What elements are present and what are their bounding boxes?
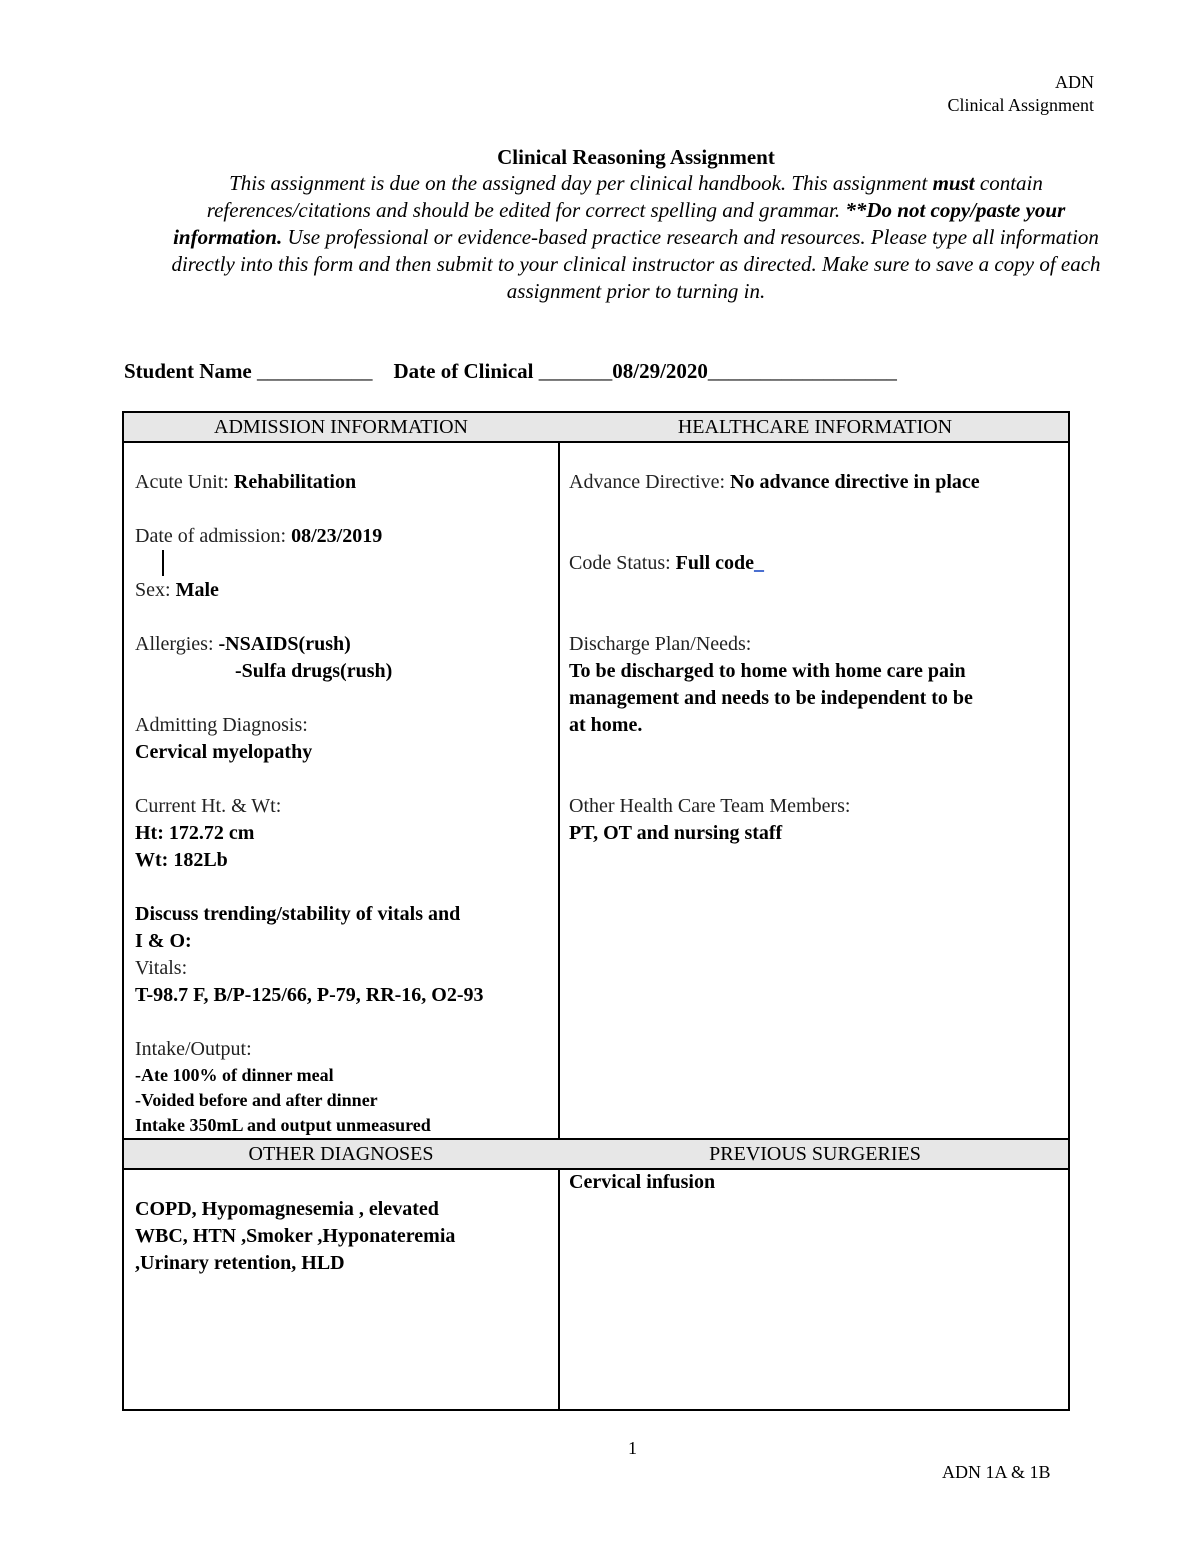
instructions-part-3: Use professional or evidence-based practice research and resources. Please type all information directly into this form and then submit to your clinical instructor as directed. Make sure to save a copy of each assignment prior to turning in. (171, 225, 1101, 303)
vitals-label: Vitals: (135, 957, 188, 979)
instructions-part-1: This assignment is due on the assigned day per clinical handbook. This assignment (229, 171, 933, 195)
weight-value: Wt: 182Lb (135, 849, 228, 871)
other-diagnoses-header: OTHER DIAGNOSES (248, 1143, 434, 1165)
allergy-1: -NSAIDS(rush) (218, 633, 351, 655)
acute-unit (135, 469, 555, 496)
team-members-value: PT, OT and nursing staff (569, 822, 783, 844)
discharge-plan-line-1: To be discharged to home with home care pain (569, 660, 966, 682)
admission-date-label: Date of admission: (135, 525, 292, 547)
header-assignment-type: Clinical Assignment (947, 95, 1094, 115)
code-status-label: Code Status: (569, 552, 676, 574)
section-header-row-1 (124, 413, 1068, 443)
height-value: Ht: 172.72 cm (135, 822, 255, 844)
instructions (160, 170, 1112, 305)
column-divider (558, 413, 560, 1409)
height-weight-label: Current Ht. & Wt: (135, 795, 282, 817)
date-of-clinical-field[interactable]: 08/29/2020 (612, 359, 708, 383)
date-of-clinical-label: Date of Clinical (393, 359, 534, 383)
discharge-plan-line-3: at home. (569, 714, 643, 736)
code-status-value: Full code (675, 552, 755, 574)
trending-prompt-line-1: Discuss trending/stability of vitals and (135, 903, 461, 925)
other-diagnoses-line-2: WBC, HTN ,Smoker ,Hyponateremia (135, 1225, 456, 1247)
page-title: Clinical Reasoning Assignment (497, 145, 775, 169)
intake-output-label: Intake/Output: (135, 1038, 252, 1060)
other-diagnoses-line-3: ,Urinary retention, HLD (135, 1252, 345, 1274)
sex-value: Male (175, 579, 219, 601)
instructions-do-not-copy: **Do not copy/paste your information. (173, 198, 1066, 249)
discharge-plan-label: Discharge Plan/Needs: (569, 633, 752, 655)
admission-info-header: ADMISSION INFORMATION (214, 416, 468, 438)
text-cursor-icon (162, 550, 164, 576)
advance-directive-value: No advance directive in place (730, 471, 980, 493)
admitting-diagnosis-label: Admitting Diagnosis: (135, 714, 308, 736)
acute-unit-value: Rehabilitation (233, 471, 357, 493)
code-status (569, 550, 1064, 577)
previous-surgeries-cell[interactable] (569, 1169, 1064, 1196)
intake-output-line-2: -Voided before and after dinner (135, 1090, 378, 1110)
assignment-form (122, 411, 1070, 1411)
advance-directive (569, 469, 1064, 496)
trending-prompt-line-2: I & O: (135, 930, 192, 952)
student-line (124, 359, 897, 384)
intake-output-line-3: Intake 350mL and output unmeasured (135, 1115, 431, 1135)
admission-date-value: 08/23/2019 (291, 525, 383, 547)
section-header-row-2 (124, 1138, 1068, 1170)
discharge-plan-line-2: management and needs to be independent to be (569, 687, 973, 709)
title-block (160, 144, 1112, 305)
date-of-admission (135, 523, 555, 550)
sex-label: Sex: (135, 579, 176, 601)
vitals-value: T-98.7 F, B/P-125/66, P-79, RR-16, O2-93 (135, 984, 484, 1006)
admitting-diagnosis-value: Cervical myelopathy (135, 741, 313, 763)
code-status-trailing-mark: _ (754, 552, 765, 574)
page-number: 1 (628, 1438, 637, 1458)
text-cursor-row (135, 550, 555, 577)
previous-surgeries-value: Cervical infusion (569, 1171, 716, 1193)
healthcare-info-header: HEALTHCARE INFORMATION (677, 416, 953, 438)
team-members-label: Other Health Care Team Members: (569, 795, 851, 817)
sex (135, 577, 555, 604)
allergy-2: -Sulfa drugs(rush) (235, 660, 393, 682)
previous-surgeries-header: PREVIOUS SURGERIES (709, 1143, 921, 1165)
footer-course: ADN 1A & 1B (942, 1462, 1051, 1482)
student-name-field[interactable]: ___________ (257, 359, 373, 383)
healthcare-info-cell[interactable] (569, 469, 1064, 847)
allergies-label: Allergies: (135, 633, 219, 655)
student-name-label: Student Name (124, 359, 252, 383)
acute-unit-label: Acute Unit: (135, 471, 234, 493)
allergies (135, 631, 555, 658)
date-blank-post: __________________ (707, 359, 897, 383)
other-diagnoses-line-1: COPD, Hypomagnesemia , elevated (135, 1198, 439, 1220)
date-blank-pre: _______ (538, 359, 613, 383)
intake-output-line-1: -Ate 100% of dinner meal (135, 1065, 334, 1085)
advance-directive-label: Advance Directive: (569, 471, 731, 493)
header-program: ADN (1055, 72, 1094, 92)
instructions-part-2: contain references/citations and should be edited for correct spelling and grammar. (206, 171, 1043, 222)
other-diagnoses-cell[interactable] (135, 1196, 555, 1277)
instructions-must: must (932, 171, 975, 195)
admission-info-cell[interactable] (135, 469, 555, 1138)
